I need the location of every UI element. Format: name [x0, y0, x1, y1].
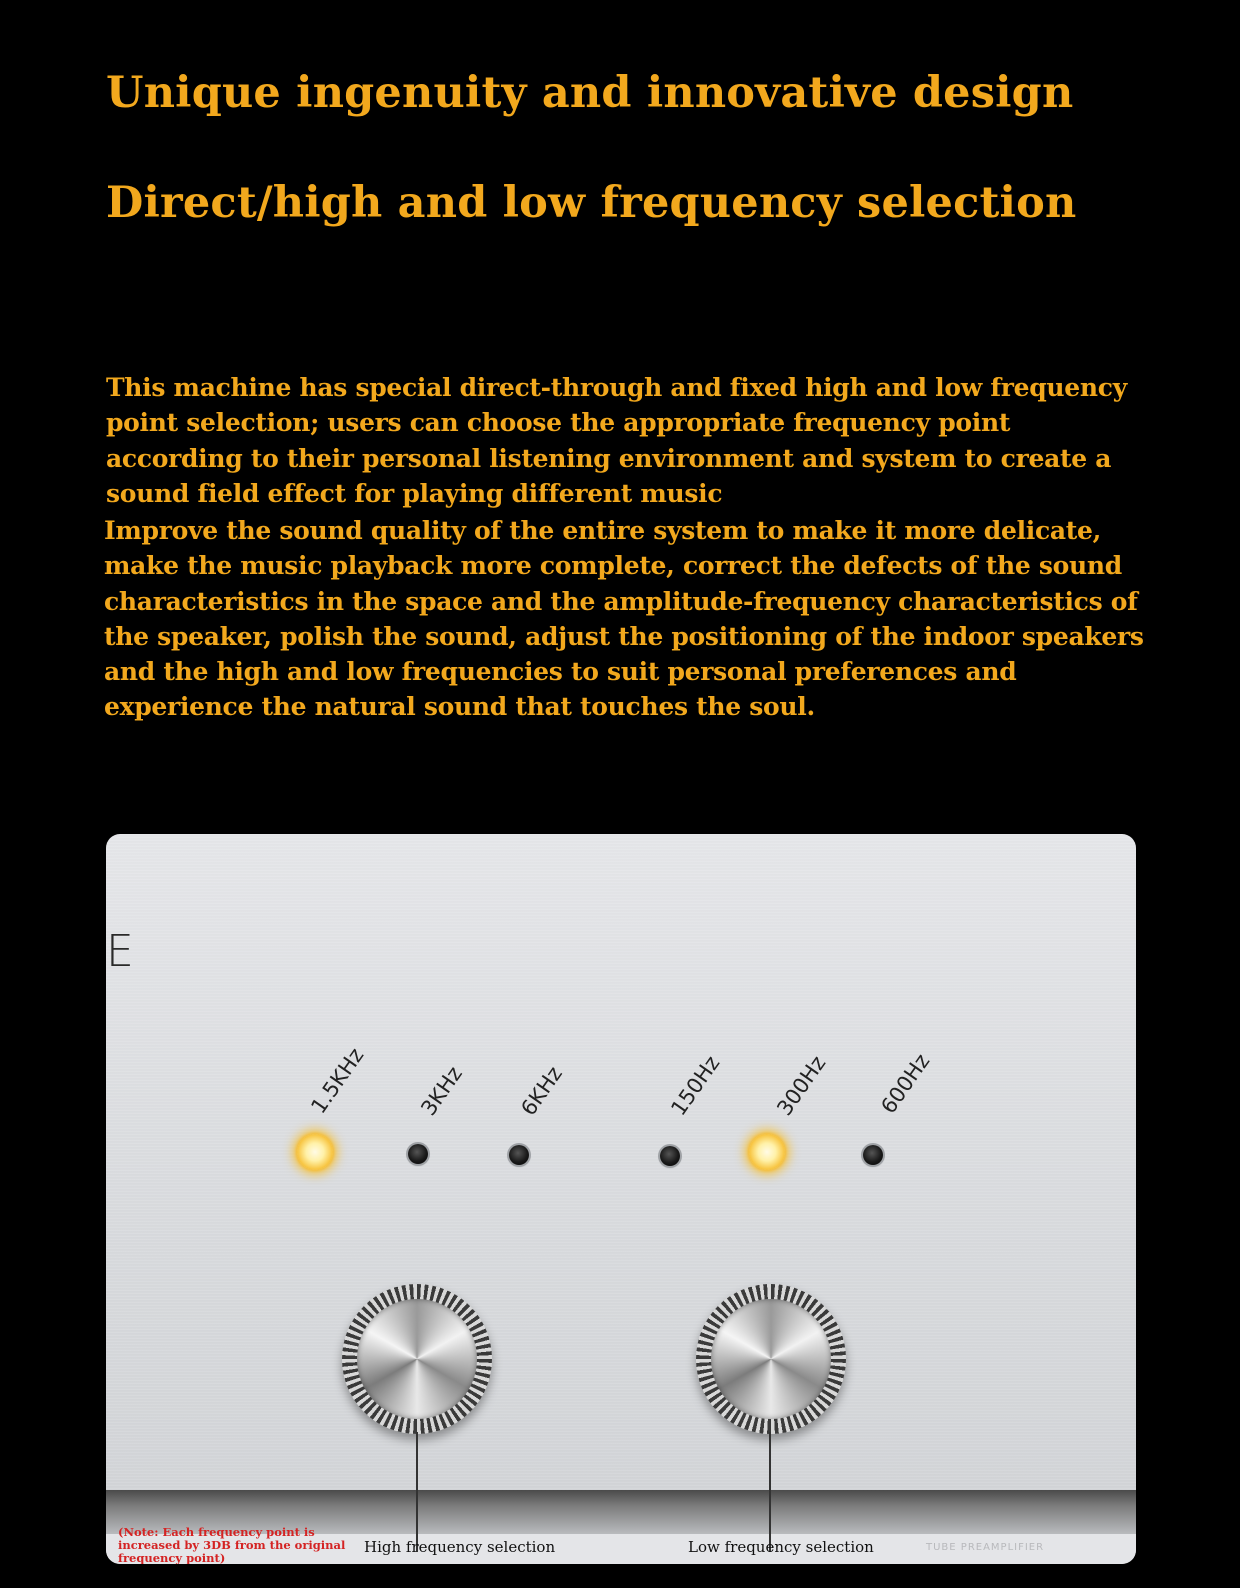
description-paragraph-2: Improve the sound quality of the entire system to make it more delicate, make the music playback more complete, correct the defects of the sound characteristics in the space and the amplitude-frequency characteristics of the speaker, polish the sound, adjust the positioning of the indoor speakers and the high and low frequencies to suit personal preferences and experience the natural sound that touches the soul. [104, 516, 1144, 722]
indicator-led-1-5khz [297, 1134, 333, 1170]
low-frequency-leader-line [769, 1432, 771, 1552]
indicator-led-600hz [863, 1145, 883, 1165]
indicator-led-6khz [509, 1145, 529, 1165]
indicator-led-3khz [408, 1144, 428, 1164]
frequency-note: (Note: Each frequency point is increased by 3DB from the original frequency point) [118, 1525, 346, 1564]
model-engraving: TUBE PREAMPLIFIER [926, 1542, 1045, 1553]
high-frequency-leader-line [416, 1432, 418, 1552]
device-front-panel [106, 834, 1136, 1564]
freq-label-1-5khz: 1.5KHz [306, 1043, 369, 1118]
freq-label-150hz: 150Hz [666, 1051, 725, 1120]
description-paragraph-1: This machine has special direct-through and fixed high and low frequency point selection; users can choose the appropriate frequency point according to their personal listening environment and system to create a sound field effect for playing different music [106, 373, 1127, 508]
section-subtitle: Direct/high and low frequency selection [106, 178, 1077, 228]
freq-label-600hz: 600Hz [876, 1049, 935, 1118]
low-frequency-knob[interactable] [696, 1284, 846, 1434]
indicator-led-300hz [749, 1134, 785, 1170]
low-frequency-selection-label: Low frequency selection [688, 1538, 874, 1556]
freq-label-300hz: 300Hz [772, 1051, 831, 1120]
high-frequency-selection-label: High frequency selection [364, 1538, 556, 1556]
high-frequency-knob[interactable] [342, 1284, 492, 1434]
brand-logo-letter: E [106, 926, 134, 977]
freq-label-6khz: 6KHz [516, 1062, 567, 1120]
page-title: Unique ingenuity and innovative design [106, 68, 1074, 118]
indicator-led-150hz [660, 1146, 680, 1166]
freq-label-3khz: 3KHz [416, 1062, 467, 1120]
